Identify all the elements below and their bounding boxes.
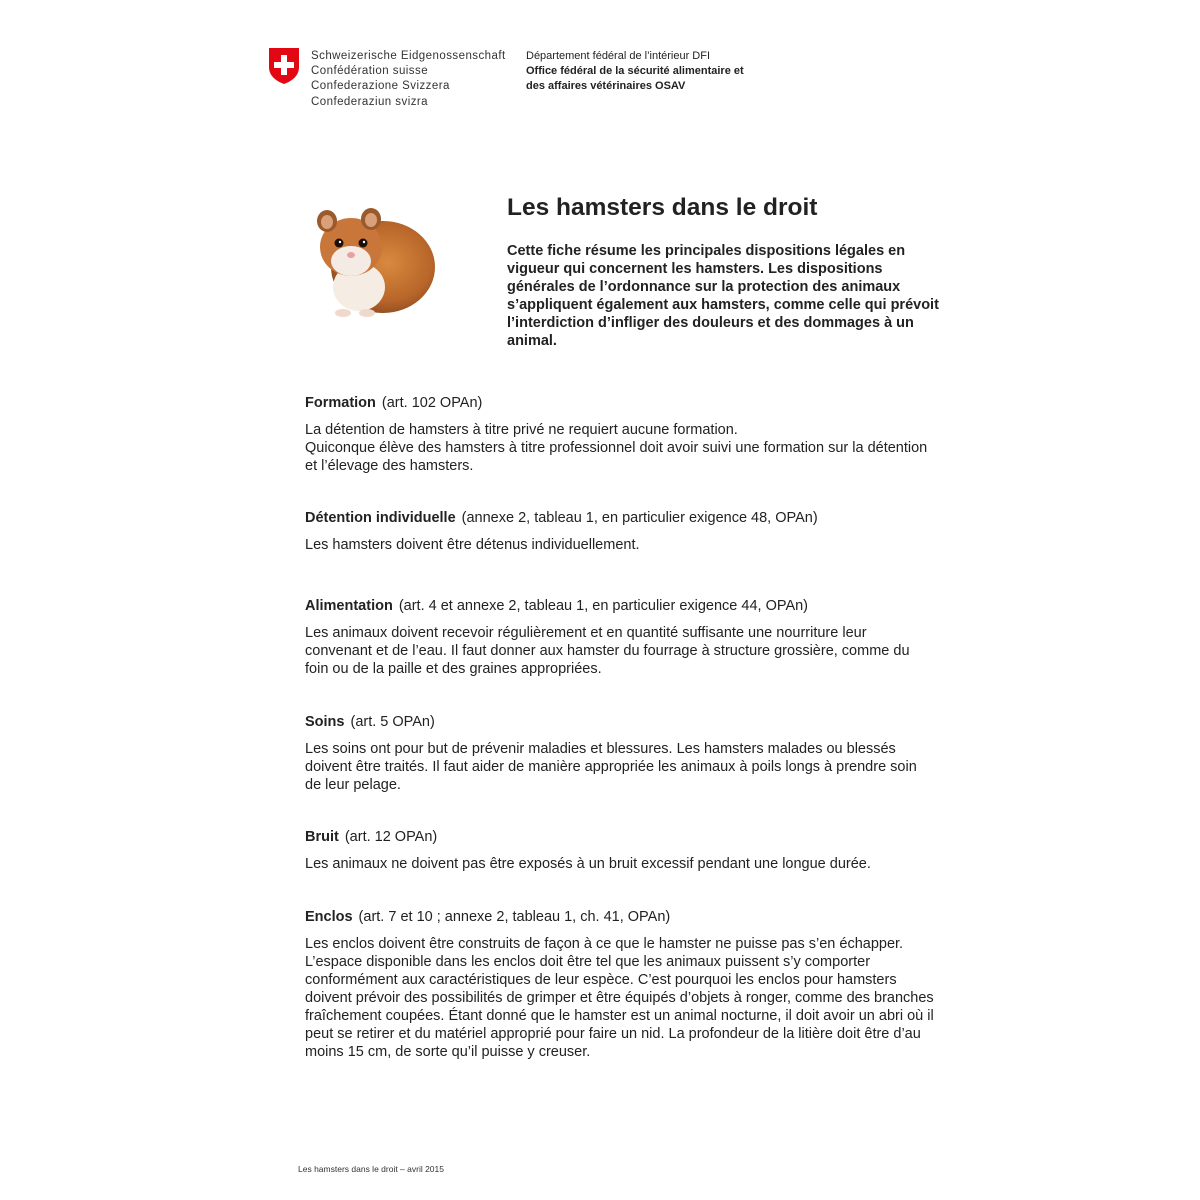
section-heading	[305, 908, 935, 926]
section-body	[305, 935, 935, 1061]
section-paragraph: Les soins ont pour but de prévenir maladies et blessures. Les hamsters malades ou blessés doivent être traités. Il faut aider de manière appropriée les animaux à poils longs à prendre soin de leur pelage.	[305, 741, 917, 793]
section-title: Soins	[305, 714, 345, 730]
swiss-crest-icon	[268, 47, 300, 85]
section-reference: (art. 102 OPAn)	[381, 395, 483, 411]
section-title: Enclos	[305, 909, 353, 925]
section-body	[305, 855, 935, 873]
section-paragraph: Les hamsters doivent être détenus individuellement.	[305, 537, 640, 553]
section-body	[305, 624, 935, 678]
section-reference: (art. 12 OPAn)	[344, 829, 438, 845]
department-block	[526, 49, 744, 94]
section-title: Détention individuelle	[305, 510, 456, 526]
section-paragraph: Les animaux doivent recevoir régulièrement et en quantité suffisante une nourriture leur convenant et de l’eau. Il faut donner aux hamster du fourrage à structure grossière, comme du foin ou de la paille et des graines appropriées.	[305, 625, 910, 677]
confederation-line: Confederaziun svizra	[311, 95, 429, 108]
section-body	[305, 740, 935, 794]
section-reference: (art. 4 et annexe 2, tableau 1, en particulier exigence 44, OPAn)	[398, 598, 809, 614]
office-name-line-1: Office fédéral de la sécurité alimentaire et	[526, 65, 744, 77]
section-heading	[305, 394, 935, 412]
section-reference: (art. 5 OPAn)	[350, 714, 435, 730]
section-bruit	[305, 828, 935, 873]
section-paragraph: Quiconque élève des hamsters à titre professionnel doit avoir suivi une formation sur la détention et l’élevage des hamsters.	[305, 440, 928, 474]
page-title: Les hamsters dans le droit	[507, 194, 818, 221]
confederation-line: Confederazione Svizzera	[311, 80, 450, 93]
intro-paragraph: Cette fiche résume les principales dispositions légales en vigueur qui concernent les hamsters. Les dispositions générales de l’ordonnance sur la protection des animaux s’appliquent également aux hamsters, comme celle qui prévoit l’interdiction d’infliger des douleurs et des dommages à un animal.	[507, 243, 939, 349]
department-name: Département fédéral de l’intérieur DFI	[526, 50, 711, 62]
section-alimentation	[305, 597, 935, 678]
section-body	[305, 536, 935, 554]
section-heading	[305, 713, 935, 731]
section-detention-individuelle	[305, 509, 935, 554]
hamster-photo	[303, 195, 441, 325]
section-body	[305, 421, 935, 475]
section-reference: (art. 7 et 10 ; annexe 2, tableau 1, ch. 41, OPAn)	[358, 909, 671, 925]
section-paragraph: Les enclos doivent être construits de façon à ce que le hamster ne puisse pas s’en échapper. L’espace disponible dans les enclos doit être tel que les animaux puissent s’y comporter conformément aux caractéristiques de leur espèce. C’est pourquoi les enclos pour hamsters doivent prévoir des possibilités de grimper et être équipés d’objets à ronger, comme des branches fraîchement coupées. Étant donné que le hamster est un animal nocturne, il doit avoir un abri où il peut se retirer et du matériel approprié pour faire un nid. La profondeur de la litière doit être d’au moins 15 cm, de sorte qu’il puisse y creuser.	[305, 936, 934, 1060]
section-reference: (annexe 2, tableau 1, en particulier exigence 48, OPAn)	[461, 510, 818, 526]
section-heading	[305, 509, 935, 527]
section-paragraph: La détention de hamsters à titre privé ne requiert aucune formation.	[305, 422, 738, 438]
confederation-line: Confédération suisse	[311, 65, 429, 78]
section-title: Alimentation	[305, 598, 393, 614]
section-title: Formation	[305, 395, 376, 411]
section-heading	[305, 597, 935, 615]
section-paragraph: Les animaux ne doivent pas être exposés à un bruit excessif pendant une longue durée.	[305, 856, 871, 872]
section-title: Bruit	[305, 829, 339, 845]
confederation-line: Schweizerische Eidgenossenschaft	[311, 50, 506, 62]
section-formation	[305, 394, 935, 475]
section-heading	[305, 828, 935, 846]
office-name-line-2: des affaires vétérinaires OSAV	[526, 80, 686, 92]
page-footer: Les hamsters dans le droit – avril 2015	[298, 1164, 444, 1174]
confederation-names	[311, 49, 506, 110]
section-soins	[305, 713, 935, 794]
section-enclos	[305, 908, 935, 1061]
